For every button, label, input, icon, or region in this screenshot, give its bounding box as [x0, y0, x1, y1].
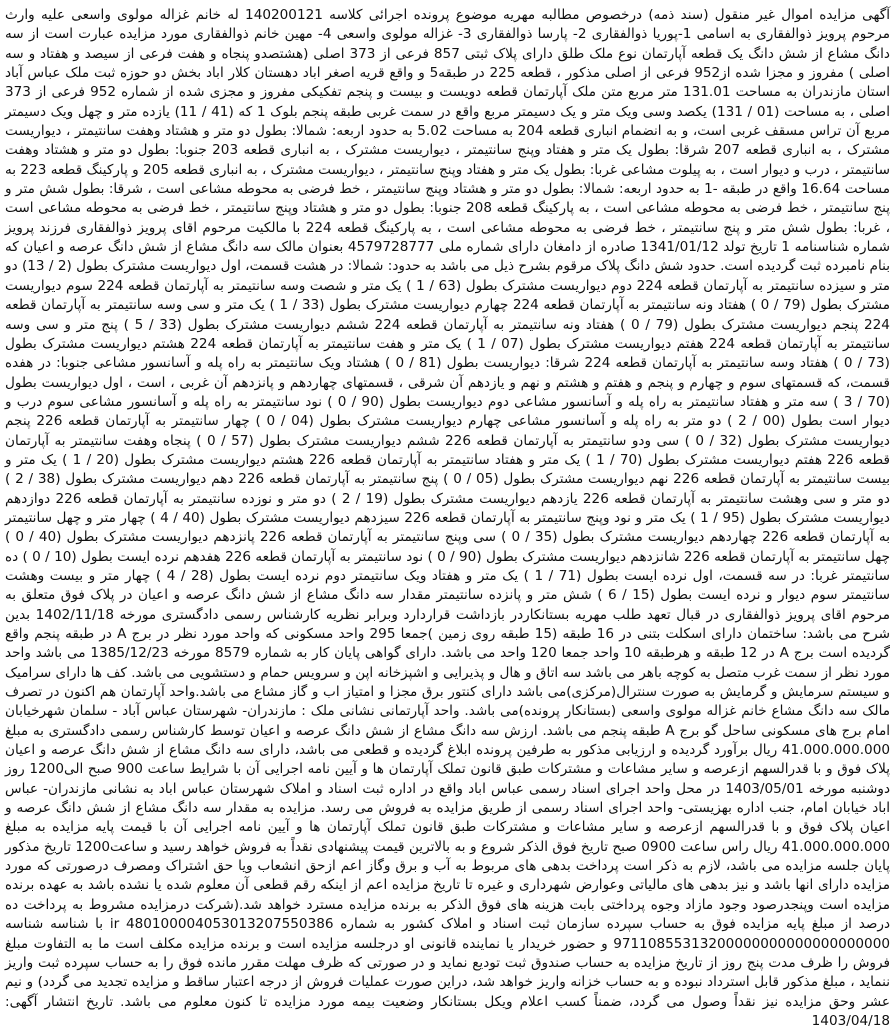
auction-notice — [5, 6, 891, 1029]
notice-body: آگهی مزایده اموال غیر منقول (سند ذمه) درخصوص مطالبه مهریه موضوع پرونده اجرائی کلاسه 140200121 له خانم غزاله مولوی واسعی علیه وارث مرحوم پرویز ذوالفقاری به اسامی 1-پوریا ذوالفقاری 2- پارسا ذوالفقاری 3- غزاله مولوی واسعی 4- مهین خانم ذوالفقاری مورد مزایده عبارت است از سه دانگ مشاع از شش دانگ یک قطعه آپارتمان نوع ملک طلق دارای پلاک ثبتی 857 فرعی از 373 اصلی (هشتصدو پنجاه و هفت فرعی از سیصد و هفتاد و سه اصلی ) مفروز و مجزا شده از952 فرعی از اصلی مذکور ، قطعه 225 در طبقه5 و واقع قریه اصغر اباد دهستان کلار اباد بخش دو حوزه ثبت ملک عباس آباد استان مازندران به مساحت 131.01 متر مربع متن ملک آپارتمان قطعه دویست و بیست و پنجم تفکیکی مفروز و مجزی شده از شماره 952 فرعی از 373 اصلی ، به مساحت (01 / 131) یکصد وسی ویک متر و یک دسیمتر مربع واقع در سمت غربی طبقه پنجم بلوک 1 که (41 / 11) یازده متر و چهل ویک دسیمتر مربع آن تراس مسقف غربی است، و به انضمام انباری قطعه 204 به مساحت 5.02 به حدود اربعه: شمالا: بطول دو متر و هشتاد وهفت سانتیمتر ، دیواریست مشترک ، به انباری قطعه 207 شرقا: بطول یک متر و هفتاد وپنج سانتیمتر ، دیواریست مشترک ، به انباری قطعه 203 جنوبا: بطول دو متر و هشتاد وهفت سانتیمتر ، درب و دیوار است ، به پیلوت مشاعی غربا: بطول یک متر و هفتاد وپنج سانتیمتر ، دیواریست مشترک ، به انباری قطعه 205 و پارکینگ قطعه 223 به مساحت 16.64 واقع در طبقه -1 به حدود اربعه: شمالا: بطول دو متر و هشتاد وپنج سانتیمتر ، خط فرضی به محوطه مشاعی است ، شرقا: بطول شش متر و پنج سانتیمتر ، خط فرضی به محوطه مشاعی است ، به پارکینگ قطعه 208 جنوبا: بطول دو متر و هشتاد وپنج سانتیمتر ، خط فرضی به محوطه مشاعی است ، غربا: بطول شش متر و پنج سانتیمتر ، خط فرضی به محوطه مشاعی است ، به پارکینگ قطعه 224 با مالکیت مرحوم اقای پرویز ذوالفقاری فرزند پرویز شماره شناسنامه 1 تاریخ تولد 1341/01/12 صادره از دامغان دارای شماره ملی 4579728777 بعنوان مالک سه دانگ مشاع از شش دانگ عرصه و اعیان که بنام نامبرده ثبت گردیده است. حدود شش دانگ پلاک مرقوم بشرح ذیل می باشد به حدود: شمالا: در هشت قسمت، اول دیواریست مشترک بطول (2 / 13) دو متر و سیزده سانتیمتر به آپارتمان قطعه 224 دوم دیواریست مشترک بطول (63 / 1 ) یک متر و شصت وسه سانتیمتر به آپارتمان قطعه 224 سوم دیواریست مشترک بطول (79 / 0 ) هفتاد ونه سانتیمتر به آپارتمان قطعه 224 چهارم دیواریست مشترک بطول (33 / 1 ) یک متر و سی وسه سانتیمتر به آپارتمان قطعه 224 پنجم دیواریست مشترک بطول (79 / 0 ) هفتاد ونه سانتیمتر به آپارتمان قطعه 224 ششم دیواریست مشترک بطول (33 / 5 ) پنج متر و سی وسه سانتیمتر به آپارتمان قطعه 224 هفتم دیواریست مشترک بطول (07 / 1 ) یک متر و هفت سانتیمتر به آپارتمان قطعه 224 هشتم دیواریست مشترک بطول (73 / 0 ) هفتاد وسه سانتیمتر به آپارتمان قطعه 224 شرقا: دیواریست بطول (81 / 0 ) هشتاد ویک سانتیمتر به راه پله و آسانسور مشاعی جنوبا: در هفده قسمت، که قسمتهای سوم و چهارم و پنجم و هفتم و هشتم و نهم و یازدهم آن شرقی ، قسمتهای چهاردهم و پانزدهم آن غربی ، است ، اول دیواریست بطول (70 / 3 ) سه متر و هفتاد سانتیمتر به راه پله و آسانسور مشاعی دوم دیواریست بطول (90 / 0 ) نود سانتیمتر به راه پله و آسانسور مشاعی سوم درب و دیوار است بطول (00 / 2 ) دو متر به راه پله و آسانسور مشاعی چهارم دیواریست مشترک بطول (04 / 0 ) چهار سانتیمتر به آپارتمان قطعه 226 پنجم دیواریست مشترک بطول (32 / 0 ) سی ودو سانتیمتر به آپارتمان قطعه 226 ششم دیواریست مشترک بطول (57 / 0 ) پنجاه وهفت سانتیمتر به آپارتمان قطعه 226 هفتم دیواریست مشترک بطول (70 / 1 ) یک متر و هفتاد سانتیمتر به آپارتمان قطعه 226 هشتم دیواریست مشترک بطول (20 / 1 ) یک متر و بیست سانتیمتر به آپارتمان قطعه 226 نهم دیواریست مشترک بطول (05 / 0 ) پنج سانتیمتر به آپارتمان قطعه 226 دهم دیواریست مشترک بطول (38 / 2 ) دو متر و سی وهشت سانتیمتر به آپارتمان قطعه 226 یازدهم دیواریست مشترک بطول (19 / 2 ) دو متر و نوزده سانتیمتر به آپارتمان قطعه 226 دوازدهم دیواریست مشترک بطول (95 / 1 ) یک متر و نود وپنج سانتیمتر به آپارتمان قطعه 226 سیزدهم دیواریست مشترک بطول (40 / 4 ) چهار متر و چهل سانتیمتر به آپارتمان قطعه 226 چهاردهم دیواریست مشترک بطول (35 / 0 ) سی وپنج سانتیمتر به آپارتمان قطعه 226 پانزدهم دیواریست مشترک بطول (40 / 0 ) چهل سانتیمتر به آپارتمان قطعه 226 شانزدهم دیواریست مشترک بطول (90 / 0 ) نود سانتیمتر به آپارتمان قطعه 226 هفدهم نرده ایست بطول (10 / 0 ) ده سانتیمتر غربا: در سه قسمت، اول نرده ایست بطول (71 / 1 ) یک متر و هفتاد ویک سانتیمتر دوم نرده ایست بطول (28 / 4 ) چهار متر و بیست وهشت سانتیمتر سوم دیوار و نرده ایست بطول (15 / 6 ) شش متر و پانزده سانتیمتر مقدار سه دانگ مشاع از شش دانگ عرصه و اعیان در پلاک فوق متعلق به مرحوم اقای پرویز ذوالفقاری در قبال تعهد طلب مهریه بستانکاردر بازداشت قراردارد وبرابر نظریه کارشناس رسمی دادگستری مورخه 1402/11/18 بدین شرح می باشد: ساختمان دارای اسکلت بتنی در 16 طبقه (15 طبقه روی زمین )جمعا 295 واحد مسکونی که واحد مورد نظر در برج A در طبقه پنجم واقع گردیده است برج A در 12 طبقه و هرطبقه 10 واحد جمعا 120 واحد می باشد. دارای گواهی پایان کار به شماره 8579 مورخه 1385/12/23 می باشد واحد مورد نظر از سمت غرب متصل به کوچه باهر می باشد سه اتاق و هال و پذیرایی و اشپزخانه اپن و سرویس حمام و دستشویی می باشد. کف ها دارای سرامیک و سیستم سرمایش و گرمایش به صورت سنترال(مرکزی)می باشد دارای کنتور برق مجزا و امتیاز اب و گاز مشاع می باشد.واحد آپارتمان هم اکنون در تصرف مالک سه دانگ مشاع خانم غزاله مولوی واسعی (بستانکار پرونده)می باشد. واحد آپارتمانی نشانی ملک : مازندران- شهرستان عباس آباد - سلمان شهرخیابان امام برج های مسکونی ساحل گو برج A طبقه پنجم می باشد. ارزش سه دانگ مشاع از شش دانگ عرصه و اعیان توسط کارشناس رسمی دادگستری به مبلغ 41.000.000.000 ریال برآورد گردیده و ارزیابی مذکور به طرفین پرونده ابلاغ گردیده و قطعی می باشد، دارای سه دانگ مشاع از شش دانگ عرصه و اعیان پلاک فوق و با قدرالسهم ازعرصه و سایر مشاعات و مشترکات طبق قانون تملک آپارتمان ها و آیین نامه اجرایی آن با شرایط ساعت 900 صبح الی1200 روز دوشنبه مورخه 1403/05/01 در محل واحد اجرای اسناد رسمی عباس اباد واقع در اداره ثبت اسناد و املاک شهرستان عباس اباد به نشانی مازندران- عباس اباد خیابان امام، جنب اداره بهزیستی- واحد اجرای اسناد رسمی از طریق مزایده به فروش می رسد. مزایده به مقدار سه دانگ مشاع از شش دانگ عرصه و اعیان پلاک فوق و با قدرالسهم ازعرصه و سایر مشاعات و مشترکات طبق قانون تملک آپارتمان ها و آیین نامه اجرایی آن با قیمت پایه مزایده به مبلغ 41.000.000.000 ریال راس ساعت 0900 صبح تاریخ فوق الذکر شروع و به بالاترین قیمت پیشنهادی نقداً به فروش خواهد رسید و ساعت1200 تاریخ مذکور پایان جلسه مزایده می باشد، لازم به ذکر است پرداخت بدهی های مربوط به آب و برق وگاز اعم ازحق انشعاب ویا حق اشتراک ومصرف درصورتی که مورد مزایده دارای انها باشد و نیز بدهی های مالیاتی وعوارض شهرداری و غیره تا تاریخ مزایده اعم از اینکه رقم قطعی آن معلوم شده یا نشده باشد به عهده برنده مزایده است وپنجدرصود وجود مازاد وجوه پرداختی بابت هزینه های فوق الذکر به برنده مزایده مسترد خواهد شد.(شرکت درمزایده مشروط به پرداخت ده درصد از مبلغ پایه مزایده فوق به حساب سپرده سازمان ثبت اسناد و املاک کشور به شماره ir 480100004053013207550386 با شناسه شناسه 97110855313200000000000000000000 و حضور خریدار یا نماینده قانونی او درجلسه مزایده است و برنده مزایده مکلف است ما به التفاوت مبلغ فروش را ظرف مدت پنج روز از تاریخ مزایده به حساب صندوق ثبت تودیع نماید و در صورتی که ظرف مهلت مقرر مانده فوق را به حساب سپرده ثبت واریز ننماید ، مبلغ مذکور قابل استرداد نبوده و به حساب خزانه واریز خواهد شد، دراین صورت عملیات فروش از درجه اعتبار ساقط و مزایده تجدید می گردد) و نیم عشر وحق مزایده نیز نقداً وصول می گردد، ضمناً کسب اعلام ویکل بستانکار وضعیت بیمه مورد مزایده تا کنون معلوم می باشد. تاریخ انتشار آگهی: — [5, 7, 891, 1010]
notice-paragraph — [5, 6, 890, 1031]
publish-date: 1403/04/18 — [811, 1012, 890, 1029]
